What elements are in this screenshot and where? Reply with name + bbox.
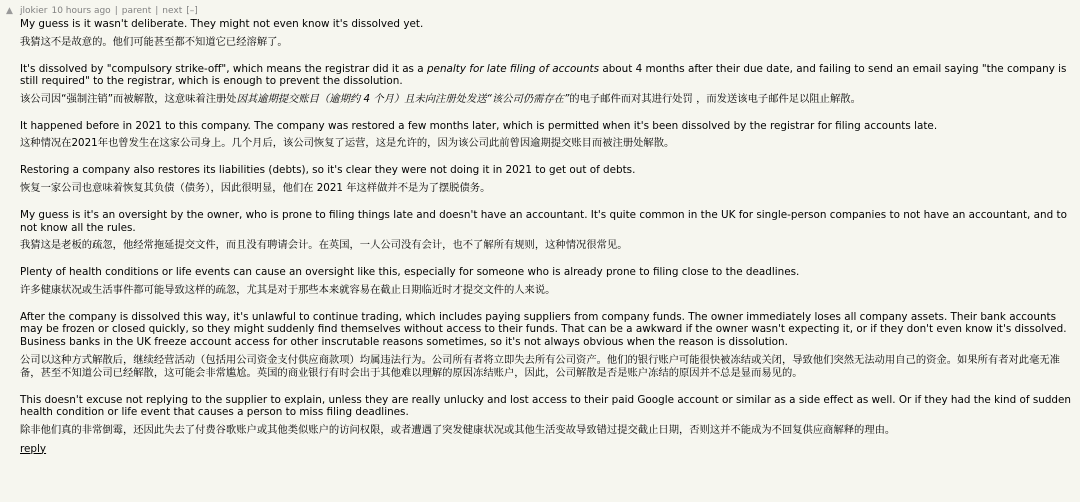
english-text: My guess is it's an oversight by the owner, who is prone to filing things late and doesn't have an accountant. It's quite common in the UK for single-person companies to not have an accountant, and to not know all the rules. xyxy=(20,208,1067,234)
chinese-text: 公司以这种方式解散后，继续经营活动（包括用公司资金支付供应商款项）均属违法行为。公司所有者将立即失去所有公司资产。他们的银行账户可能很快被冻结或关闭，导致他们突然无法动用自己的资金。如果所有者对此毫无准备，甚至不知道公司已经解散，这可能会非常尴尬。英国的商业银行有时会出于其他难以理解的原因冻结账户，因此，公司解散是否是账户冻结的原因并不总是显而易见的。 xyxy=(20,353,1060,379)
text-span: It's dissolved by "compulsory strike-off", which means the registrar did it as a xyxy=(20,62,427,75)
italic-text: penalty for late filing of accounts xyxy=(426,62,600,75)
text-span: 该公司因“强制注销”而被解散，这意味着注册处 xyxy=(20,92,237,105)
separator: | xyxy=(155,6,159,16)
english-text: This doesn't excuse not replying to the supplier to explain, unless they are really unlucky and lost access to their paid Google account or similar as a side effect as well. Or if they had the kind of sudden health condition or life event that causes a person to miss filing deadlines. xyxy=(20,393,1071,419)
chinese-text: 这种情况在2021年也曾发生在这家公司身上。几个月后，该公司恢复了运营，这是允许的，因为该公司此前曾因逾期提交账目而被注册处解散。 xyxy=(20,137,675,150)
chinese-text xyxy=(20,93,1076,106)
paragraph-8 xyxy=(20,394,1076,437)
paragraph-6 xyxy=(20,266,1076,297)
chinese-text: 我猜这不是故意的。他们可能甚至都不知道它已经溶解了。 xyxy=(20,35,288,48)
paragraph-2 xyxy=(20,63,1076,106)
collapse-toggle[interactable]: [–] xyxy=(186,6,198,16)
comment-age-link[interactable]: 10 hours ago xyxy=(51,6,111,16)
text-span: about 4 months after their due date, and failing to send an email saying "the company is still required" to the registrar, which is enough to prevent the dissolution. xyxy=(20,62,1067,88)
comment-body xyxy=(6,18,1080,455)
paragraph-1 xyxy=(20,18,1076,49)
paragraph-7 xyxy=(20,311,1076,380)
italic-text: 因其逾期提交账目（逾期约 4 个月）且未向注册处发送“该公司仍需存在” xyxy=(236,92,570,105)
english-text xyxy=(20,63,1076,88)
chinese-text: 恢复一家公司也意味着恢复其负债（债务），因此很明显，他们在 2021 年这样做并不是为了摆脱债务。 xyxy=(20,181,491,194)
username-link[interactable]: jlokier xyxy=(20,6,48,16)
separator: | xyxy=(114,6,118,16)
next-link[interactable]: next xyxy=(162,6,183,16)
reply-link[interactable]: reply xyxy=(20,442,47,455)
paragraph-5 xyxy=(20,209,1076,252)
english-text: My guess is it wasn't deliberate. They might not even know it's dissolved yet. xyxy=(20,18,424,30)
chinese-text: 除非他们真的非常倒霉，还因此失去了付费谷歌账户或其他类似账户的访问权限，或者遭遇了突发健康状况或其他生活变故导致错过提交截止日期，否则这并不能成为不回复供应商解释的理由。 xyxy=(20,423,896,436)
chinese-text: 我猜这是老板的疏忽，他经常拖延提交文件，而且没有聘请会计。在英国，一人公司没有会计，也不了解所有规则，这种情况很常见。 xyxy=(20,239,628,252)
parent-link[interactable]: parent xyxy=(121,6,152,16)
chinese-text: 许多健康状况或生活事件都可能导致这样的疏忽，尤其是对于那些本来就容易在截止日期临近时才提交文件的人来说。 xyxy=(20,283,556,296)
paragraph-4 xyxy=(20,164,1076,195)
comment-header xyxy=(6,4,1080,18)
english-text: After the company is dissolved this way, it's unlawful to continue trading, which includes paying suppliers from company funds. The owner immediately loses all company assets. Their bank accounts may be frozen or closed quickly, so they might suddenly find themselves without access to their funds. That can be a awkward if the owner wasn't expecting it, or if they don't even know it's dissolved. Business banks in the UK freeze account access for other inscrutable reasons sometimes, so it's not always obvious when the reason is dissolution. xyxy=(20,310,1067,348)
text-span: 的电子邮件而对其进行处罚 ，而发送该电子邮件足以阻止解散。 xyxy=(569,92,861,105)
english-text: Plenty of health conditions or life events can cause an oversight like this, especially for someone who is already prone to filing close to the deadlines. xyxy=(20,266,800,279)
english-text: Restoring a company also restores its liabilities (debts), so it's clear they were not doing it in 2021 to get out of debts. xyxy=(20,164,636,177)
english-text: It happened before in 2021 to this company. The company was restored a few months later, which is permitted when it's been dissolved by the registrar for filing accounts late. xyxy=(20,119,938,132)
paragraph-3 xyxy=(20,120,1076,151)
upvote-icon[interactable]: ▲ xyxy=(6,6,13,16)
